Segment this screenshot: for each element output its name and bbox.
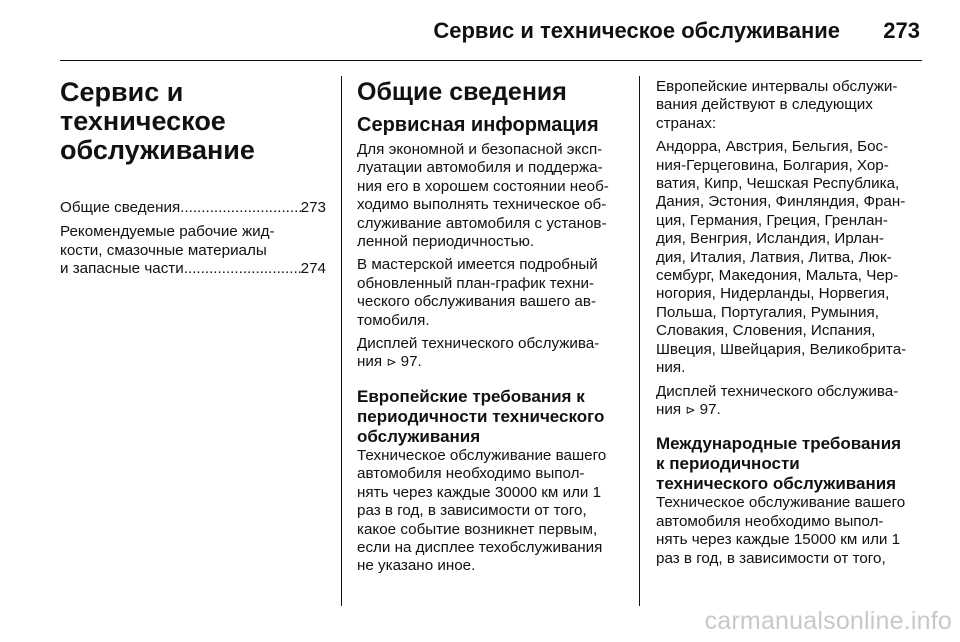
running-header-title: Сервис и техническое обслуживание [433,18,840,43]
eu-requirements-heading: Европейские требования к периодичности технического обслуживания [357,386,605,446]
chapter-column [60,78,326,285]
toc-page: 273 [300,199,326,216]
toc-page: 274 [300,260,326,278]
page-reference-link[interactable]: 97. [400,353,422,371]
intl-requirements-heading: Международные требования к периодичности технического обслуживания [656,434,902,494]
page-reference-arrow-icon: ⊳ [685,402,696,417]
paragraph: Техническое обслуживание вашего автомобиля необходимо выпол- нять через каждые 30000 км или 1 раз в год, в зависимости от того, какое событие возникнет первым, если на дисплее техобслуживания не указано иное. [357,446,607,575]
paragraph-with-reference: Дисплей технического обслужива- ния ⊳ 97. [656,382,899,418]
watermark: carmanualsonline.info [704,607,952,635]
general-info-column [357,78,623,581]
section-heading: Общие сведения [357,78,567,106]
paragraph: Для экономной и безопасной эксп- луатации автомобиля и поддержа- ния его в хорошем состоянии необ- ходимо выполнять техническое об- служивание автомобиля с установ- ленной периодичностью. [357,141,609,251]
paragraph: Европейские интервалы обслужи- вания действуют в следующих странах: [656,78,898,132]
header-divider [60,60,922,61]
column-divider-right [639,76,640,606]
page-reference-link[interactable]: 97. [699,400,721,418]
page-number: 273 [883,18,920,43]
toc-entry-general[interactable]: Общие сведения ..... 273 [60,199,326,217]
chapter-title: Сервис и техническое обслуживание [60,77,255,165]
paragraph-with-reference: Дисплей технического обслужива- ния ⊳ 97. [357,335,600,371]
column-divider-left [341,76,342,606]
countries-list: Андорра, Австрия, Бельгия, Бос- ния-Герцеговина, Болгария, Хор- ватия, Кипр, Чешская Республика, Дания, Эстония, Финляндия, Фран- ция, Германия, Греция, Гренлан- дия, Венгрия, Исландия, Ирлан- дия, Италия, Латвия, Литва, Люк- сембург, Македония, Мальта, Чер- ногория, Нидерланды, Норвегия, Польша, Португалия, Румыния, Словакия, Словения, Испания, Швеция, Швейцария, Великобрита- ния. [656,138,907,377]
subsection-heading: Сервисная информация [357,114,599,136]
toc-entry-fluids[interactable]: Рекомендуемые рабочие жид- кости, смазочные материалы и запасные части ..... 274 [60,223,326,278]
paragraph: В мастерской имеется подробный обновленный план-график техни- ческого обслуживания вашего ав- томобиля. [357,256,598,329]
page-reference-arrow-icon: ⊳ [386,355,397,370]
intervals-column [656,78,928,573]
paragraph: Техническое обслуживание вашего автомобиля необходимо выпол- нять через каждые 15000 км или 1 раз в год, в зависимости от того, [656,494,906,567]
